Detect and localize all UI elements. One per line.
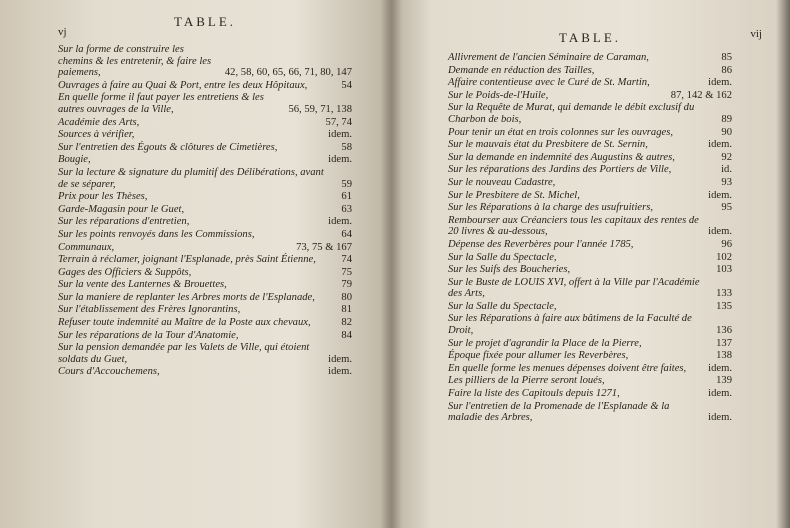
entry-page-ref: 138 bbox=[716, 350, 732, 362]
entry-page-ref: idem. bbox=[708, 388, 732, 400]
entry-page-ref: idem. bbox=[328, 129, 352, 141]
entry-text: Faire la liste des Capitouls depuis 1271, bbox=[448, 388, 620, 400]
table-entry bbox=[58, 191, 352, 203]
entry-text: Prix pour les Thèses, bbox=[58, 191, 148, 203]
table-entry bbox=[58, 342, 352, 365]
entry-page-ref: id. bbox=[721, 164, 732, 176]
entry-text: Sur les points renvoyés dans les Commissions, bbox=[58, 228, 255, 240]
entry-text: En quelle forme il faut payer les entretiens & les autres ouvrages de la Ville, bbox=[58, 92, 264, 115]
table-entry bbox=[448, 215, 732, 238]
entry-page-ref: 95 bbox=[721, 202, 732, 214]
table-entry bbox=[448, 90, 732, 102]
entry-page-ref: 59 bbox=[341, 178, 352, 190]
table-entry bbox=[58, 216, 352, 228]
entry-page-ref: 80 bbox=[341, 291, 352, 303]
right-page-header bbox=[448, 22, 762, 52]
entry-text: Académie des Arts, bbox=[58, 116, 140, 128]
table-entry bbox=[58, 254, 352, 266]
entry-text: Pour tenir un état en trois colonnes sur les ouvrages, bbox=[448, 126, 673, 138]
entry-page-ref: 137 bbox=[716, 337, 732, 349]
right-page-number: vij bbox=[750, 28, 762, 40]
entry-page-ref: idem. bbox=[328, 353, 352, 365]
entry-page-ref: 102 bbox=[716, 251, 732, 263]
table-entry bbox=[58, 129, 352, 141]
entry-page-ref: 57, 74 bbox=[325, 116, 352, 128]
entry-page-ref: 64 bbox=[341, 228, 352, 240]
table-entry bbox=[448, 252, 732, 264]
table-entry bbox=[448, 177, 732, 189]
entry-text: Sur l'établissement des Frères Ignorantins, bbox=[58, 304, 241, 316]
right-page-title: TABLE. bbox=[558, 30, 622, 45]
entry-text: Ouvrages à faire au Quai & Port, entre les deux Hôpitaux, bbox=[58, 79, 308, 91]
table-entry bbox=[448, 264, 732, 276]
entry-text: Garde-Magasin pour le Guet, bbox=[58, 203, 185, 215]
entry-text: Sur les réparations de la Tour d'Anatomie, bbox=[58, 329, 239, 341]
entry-text: Sur la pension demandée par les Valets de Ville, qui étoient soldats du Guet, bbox=[58, 342, 310, 365]
table-entry bbox=[58, 204, 352, 216]
entry-page-ref: 81 bbox=[341, 304, 352, 316]
table-entry bbox=[58, 317, 352, 329]
table-entry bbox=[58, 292, 352, 304]
table-entry bbox=[448, 52, 732, 64]
table-entry bbox=[58, 80, 352, 92]
table-entry bbox=[448, 102, 732, 125]
entry-page-ref: 85 bbox=[721, 52, 732, 63]
entry-text: Rembourser aux Créanciers tous les capitaux des rentes de 20 livres & au-dessous, bbox=[448, 214, 699, 238]
entry-text: Sur le Presbitere de St. Michel, bbox=[448, 189, 580, 201]
table-entry bbox=[448, 127, 732, 139]
entry-text: Sur l'entretien des Égouts & clôtures de Cimetières, bbox=[58, 141, 278, 153]
entry-text: Sur le projet d'agrandir la Place de la Pierre, bbox=[448, 337, 642, 349]
table-entry bbox=[58, 242, 352, 254]
table-entry bbox=[58, 117, 352, 129]
entry-text: Sur les réparations d'entretien, bbox=[58, 216, 190, 228]
entry-text: Sur les Réparations à faire aux bâtimens de la Faculté de Droit, bbox=[448, 313, 692, 337]
table-entry bbox=[448, 401, 732, 424]
table-entry bbox=[448, 77, 732, 89]
table-entry bbox=[58, 92, 352, 115]
entry-page-ref: idem. bbox=[708, 77, 732, 89]
entry-text: Sur les réparations des Jardins des Portiers de Ville, bbox=[448, 164, 672, 176]
entry-page-ref: idem. bbox=[708, 226, 732, 238]
table-entry bbox=[58, 44, 352, 79]
entry-page-ref: 135 bbox=[716, 300, 732, 312]
table-entry bbox=[58, 142, 352, 154]
entry-text: Cours d'Accouchemens, bbox=[58, 366, 160, 378]
table-entry bbox=[58, 267, 352, 279]
table-entry bbox=[448, 139, 732, 151]
entry-page-ref: 79 bbox=[341, 279, 352, 291]
entry-page-ref: 136 bbox=[716, 325, 732, 337]
entry-page-ref: idem. bbox=[328, 366, 352, 378]
table-entry bbox=[448, 152, 732, 164]
entry-text: Les pilliers de la Pierre seront loués, bbox=[448, 375, 605, 387]
left-page-number: vj bbox=[58, 26, 67, 38]
table-entry bbox=[58, 330, 352, 342]
table-entry bbox=[448, 239, 732, 251]
table-entry bbox=[448, 375, 732, 387]
entry-text: Époque fixée pour allumer les Reverbères, bbox=[448, 350, 629, 362]
entry-text: Sur l'entretien de la Promenade de l'Esplanade & la maladie des Arbres, bbox=[448, 400, 670, 424]
entry-text: Communaux, bbox=[58, 241, 115, 253]
entry-text: Sur le nouveau Cadastre, bbox=[448, 176, 556, 188]
table-entry bbox=[448, 164, 732, 176]
table-entry bbox=[448, 350, 732, 362]
right-page bbox=[392, 0, 790, 528]
table-entry bbox=[448, 202, 732, 214]
book-gutter bbox=[380, 0, 402, 528]
entry-page-ref: 54 bbox=[341, 79, 352, 91]
entry-page-ref: 75 bbox=[341, 266, 352, 278]
entry-text: Sur la Salle du Spectacle, bbox=[448, 300, 557, 312]
entry-page-ref: 63 bbox=[341, 203, 352, 215]
entry-text: Sur la demande en indemnité des Augustins & autres, bbox=[448, 151, 675, 163]
entry-page-ref: 90 bbox=[721, 126, 732, 138]
entry-text: Gages des Officiers & Suppôts, bbox=[58, 266, 192, 278]
entry-text: Sur le mauvais état du Presbitere de St. Sernin, bbox=[448, 139, 648, 151]
table-entry bbox=[448, 313, 732, 336]
table-entry bbox=[448, 388, 732, 400]
entry-text: Sur le Buste de LOUIS XVI, offert à la Ville par l'Académie des Arts, bbox=[448, 276, 700, 300]
entry-page-ref: idem. bbox=[708, 412, 732, 424]
entry-page-ref: 58 bbox=[341, 141, 352, 153]
entry-page-ref: idem. bbox=[708, 139, 732, 151]
entry-page-ref: 103 bbox=[716, 264, 732, 276]
entry-page-ref: idem. bbox=[708, 362, 732, 374]
entry-page-ref: 82 bbox=[341, 317, 352, 329]
table-entry bbox=[448, 338, 732, 350]
table-entry bbox=[58, 154, 352, 166]
entry-page-ref: 61 bbox=[341, 191, 352, 203]
entry-text: Sur la Salle du Spectacle, bbox=[448, 251, 557, 263]
entry-text: Dépense des Reverbères pour l'année 1785, bbox=[448, 238, 634, 250]
table-entry bbox=[448, 363, 732, 375]
left-page-title: TABLE. bbox=[173, 14, 237, 29]
table-entry bbox=[58, 229, 352, 241]
table-entry bbox=[58, 279, 352, 291]
entry-text: Refuser toute indemnité au Maître de la Poste aux chevaux, bbox=[58, 317, 311, 329]
table-entry bbox=[58, 366, 352, 378]
entry-text: Sur les Suifs des Boucheries, bbox=[448, 264, 571, 276]
table-entry bbox=[58, 167, 352, 190]
entry-page-ref: 139 bbox=[716, 375, 732, 387]
entry-text: Sur la maniere de replanter les Arbres morts de l'Esplanade, bbox=[58, 291, 315, 303]
entry-page-ref: 89 bbox=[721, 113, 732, 125]
entry-text: Sur la vente des Lanternes & Brouettes, bbox=[58, 279, 227, 291]
left-page bbox=[0, 0, 392, 528]
left-table-entries bbox=[58, 44, 352, 378]
entry-page-ref: 84 bbox=[341, 329, 352, 341]
entry-page-ref: idem. bbox=[328, 216, 352, 228]
entry-page-ref: 93 bbox=[721, 176, 732, 188]
entry-text: En quelle forme les menues dépenses doivent être faites, bbox=[448, 362, 687, 374]
table-entry bbox=[448, 65, 732, 77]
table-entry bbox=[448, 301, 732, 313]
entry-page-ref: 87, 142 & 162 bbox=[670, 89, 732, 101]
table-entry bbox=[448, 190, 732, 202]
entry-page-ref: 92 bbox=[721, 151, 732, 163]
entry-page-ref: 133 bbox=[716, 288, 732, 300]
entry-text: Sources à vérifier, bbox=[58, 129, 135, 141]
entry-text: Allivrement de l'ancien Séminaire de Caraman, bbox=[448, 52, 649, 63]
entry-page-ref: 56, 59, 71, 138 bbox=[288, 103, 352, 115]
entry-text: Bougie, bbox=[58, 154, 91, 166]
entry-text: Sur la Requête de Murat, qui demande le débit exclusif du Charbon de bois, bbox=[448, 102, 695, 125]
entry-page-ref: 96 bbox=[721, 238, 732, 250]
entry-page-ref: 73, 75 & 167 bbox=[296, 241, 352, 253]
entry-text: Demande en réduction des Tailles, bbox=[448, 64, 595, 76]
entry-text: Sur la forme de construire les chemins & les entretenir, & faire les paiemens, bbox=[58, 44, 212, 79]
table-entry bbox=[448, 277, 732, 300]
entry-text: Sur le Poids-de-l'Huile, bbox=[448, 89, 549, 101]
table-entry bbox=[58, 304, 352, 316]
right-table-entries bbox=[448, 52, 732, 424]
entry-text: Affaire contentieuse avec le Curé de St. Martin, bbox=[448, 77, 650, 89]
entry-page-ref: 42, 58, 60, 65, 66, 71, 80, 147 bbox=[224, 67, 352, 79]
entry-page-ref: 74 bbox=[341, 254, 352, 266]
entry-text: Sur la lecture & signature du plumitif des Délibérations, avant de se séparer, bbox=[58, 166, 324, 190]
entry-text: Sur les Réparations à la charge des usufruitiers, bbox=[448, 202, 654, 214]
left-page-header bbox=[58, 14, 352, 44]
entry-page-ref: idem. bbox=[708, 189, 732, 201]
entry-page-ref: 86 bbox=[721, 64, 732, 76]
page-edge-shadow bbox=[776, 0, 790, 528]
entry-page-ref: idem. bbox=[328, 154, 352, 166]
entry-text: Terrain à réclamer, joignant l'Esplanade, près Saint Étienne, bbox=[58, 254, 316, 266]
